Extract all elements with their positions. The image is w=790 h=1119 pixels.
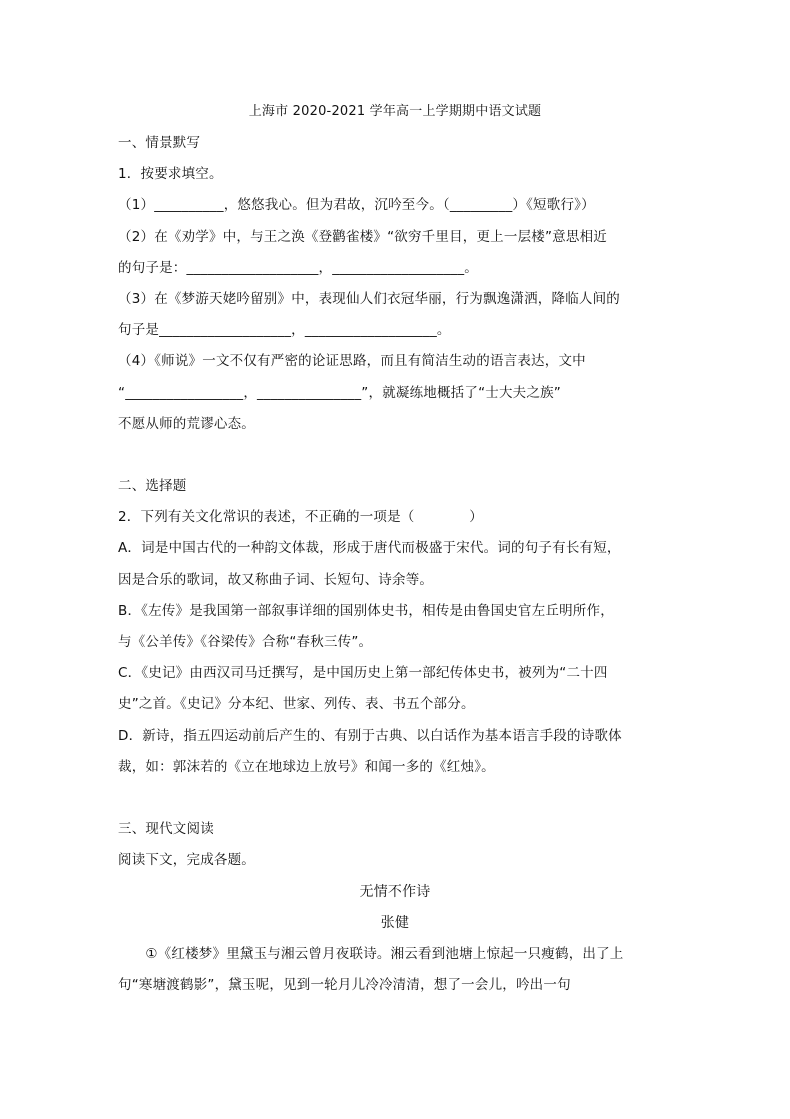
question-1-item-2-line-1: （2）在《劝学》中，与王之涣《登鹳雀楼》“欲穷千里目，更上一层楼”意思相近 (118, 229, 607, 245)
option-c-line-1: C．《史记》由西汉司马迁撰写，是中国历史上第一部纪传体史书，被列为“二十四 (118, 665, 608, 681)
article-title: 无情不作诗 (359, 884, 431, 900)
question-1-item-4-line-1: （4）《师说》一文不仅有严密的论证思路，而且有简洁生动的语言表达，文中 (118, 353, 586, 369)
option-a-line-2: 因是合乐的歌词，故又称曲子词、长短句、诗余等。 (118, 572, 434, 588)
question-1-item-3-line-1: （3）在《梦游天姥吟留别》中，表现仙人们衣冠华丽，行为飘逸潇洒，降临人间的 (118, 291, 620, 307)
article-paragraph-1-line-1: ①《红楼梦》里黛玉与湘云曾月夜联诗。湘云看到池塘上惊起一只瘦鹤，出了上 (118, 946, 624, 962)
option-b-line-1: B．《左传》是我国第一部叙事详细的国别体史书，相传是由鲁国史官左丘明所作， (118, 603, 614, 619)
option-c-line-2: 史”之首。《史记》分本纪、世家、列传、表、书五个部分。 (118, 696, 475, 712)
option-a-line-1: A．词是中国古代的一种韵文体裁，形成于唐代而极盛于宋代。词的句子有长有短， (118, 540, 621, 556)
section-heading-2: 二、选择题 (118, 478, 187, 494)
section-heading-1: 一、情景默写 (118, 135, 201, 151)
document-title: 上海市 2020-2021 学年高一上学期期中语文试题 (248, 104, 542, 119)
question-2-stem: 2．下列有关文化常识的表述，不正确的一项是（ ） (118, 509, 483, 525)
article-author: 张健 (380, 915, 410, 931)
option-d-line-1: D．新诗，指五四运动前后产生的、有别于古典、以白话作为基本语言手段的诗歌体 (118, 728, 622, 744)
option-b-line-2: 与《公羊传》《谷梁传》合称“春秋三传”。 (118, 634, 373, 650)
question-1-item-3-line-2: 句子是___________________，___________________。 (118, 322, 451, 338)
section-heading-3: 三、现代文阅读 (118, 821, 214, 837)
question-1-stem: 1．按要求填空。 (118, 166, 223, 182)
question-1-item-4-line-2: “_________________，_______________”，就凝练地概括了“士大夫之族” (118, 385, 561, 401)
question-1-item-2-line-2: 的句子是：___________________，___________________。 (118, 260, 478, 276)
article-paragraph-1-line-2: 句“寒塘渡鹤影”，黛玉呢，见到一轮月儿冷冷清清，想了一会儿，吟出一句 (118, 977, 571, 993)
option-d-line-2: 裁，如：郭沫若的《立在地球边上放号》和闻一多的《红烛》。 (118, 759, 495, 775)
question-1-item-1: （1）__________，悠悠我心。但为君故，沉吟至今。（_________）《短歌行》） (118, 197, 595, 213)
reading-instruction: 阅读下文，完成各题。 (118, 852, 255, 868)
question-1-item-4-line-3: 不愿从师的荒谬心态。 (118, 416, 255, 432)
